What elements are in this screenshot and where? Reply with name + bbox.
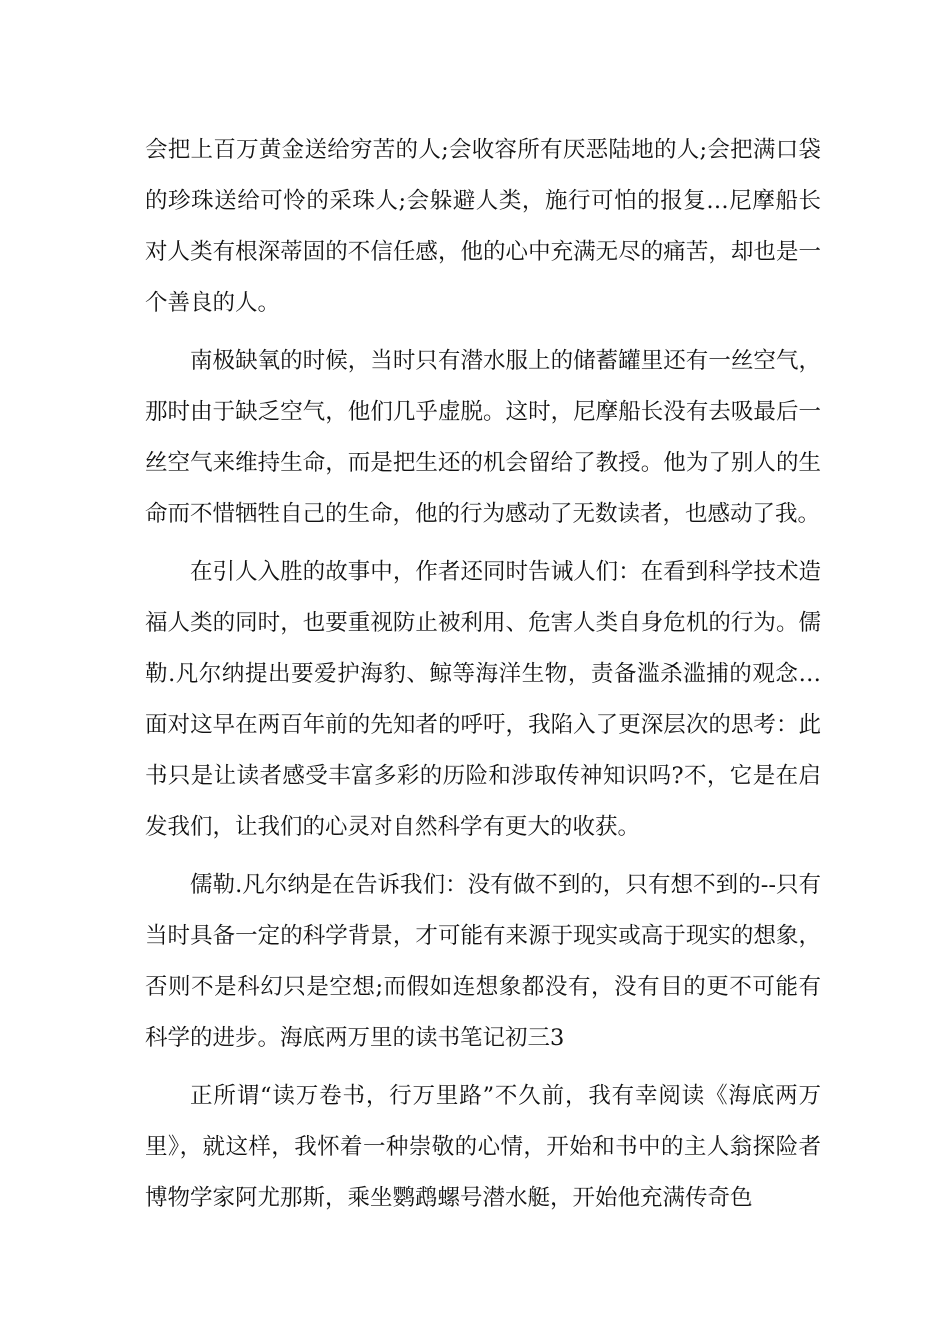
- document-body: [145, 125, 821, 1231]
- paragraph-1: 会把上百万黄金送给穷苦的人;会收容所有厌恶陆地的人;会把满口袋的珍珠送给可怜的采珠人;会躲避人类，施行可怕的报复…尼摩船长对人类有根深蒂固的不信任感，他的心中充满无尽的痛苦，却也是一个善良的人。: [145, 137, 821, 316]
- paragraph-2: 南极缺氧的时候，当时只有潜水服上的储蓄罐里还有一丝空气，那时由于缺乏空气，他们几乎虚脱。这时，尼摩船长没有去吸最后一丝空气来维持生命，而是把生还的机会留给了教授。他为了别人的生命而不惜牺牲自己的生命，他的行为感动了无数读者，也感动了我。: [145, 348, 821, 527]
- paragraph-4: 儒勒.凡尔纳是在告诉我们：没有做不到的，只有想不到的--只有当时具备一定的科学背景，才可能有来源于现实或高于现实的想象，否则不是科幻只是空想;而假如连想象都没有，没有目的更不可能有科学的进步。海底两万里的读书笔记初三3: [145, 872, 821, 1051]
- paragraph-5: 正所谓“读万卷书，行万里路”不久前，我有幸阅读《海底两万里》，就这样，我怀着一种崇敬的心情，开始和书中的主人翁探险者博物学家阿尤那斯，乘坐鹦鹉螺号潜水艇，开始他充满传奇色: [145, 1083, 821, 1211]
- paragraph-3: 在引人入胜的故事中，作者还同时告诫人们：在看到科学技术造福人类的同时，也要重视防止被利用、危害人类自身危机的行为。儒勒.凡尔纳提出要爱护海豹、鲸等海洋生物，责备滥杀滥捕的观念…面对这早在两百年前的先知者的呼吁，我陷入了更深层次的思考：此书只是让读者感受丰富多彩的历险和涉取传神知识吗?不，它是在启发我们，让我们的心灵对自然科学有更大的收获。: [145, 559, 821, 840]
